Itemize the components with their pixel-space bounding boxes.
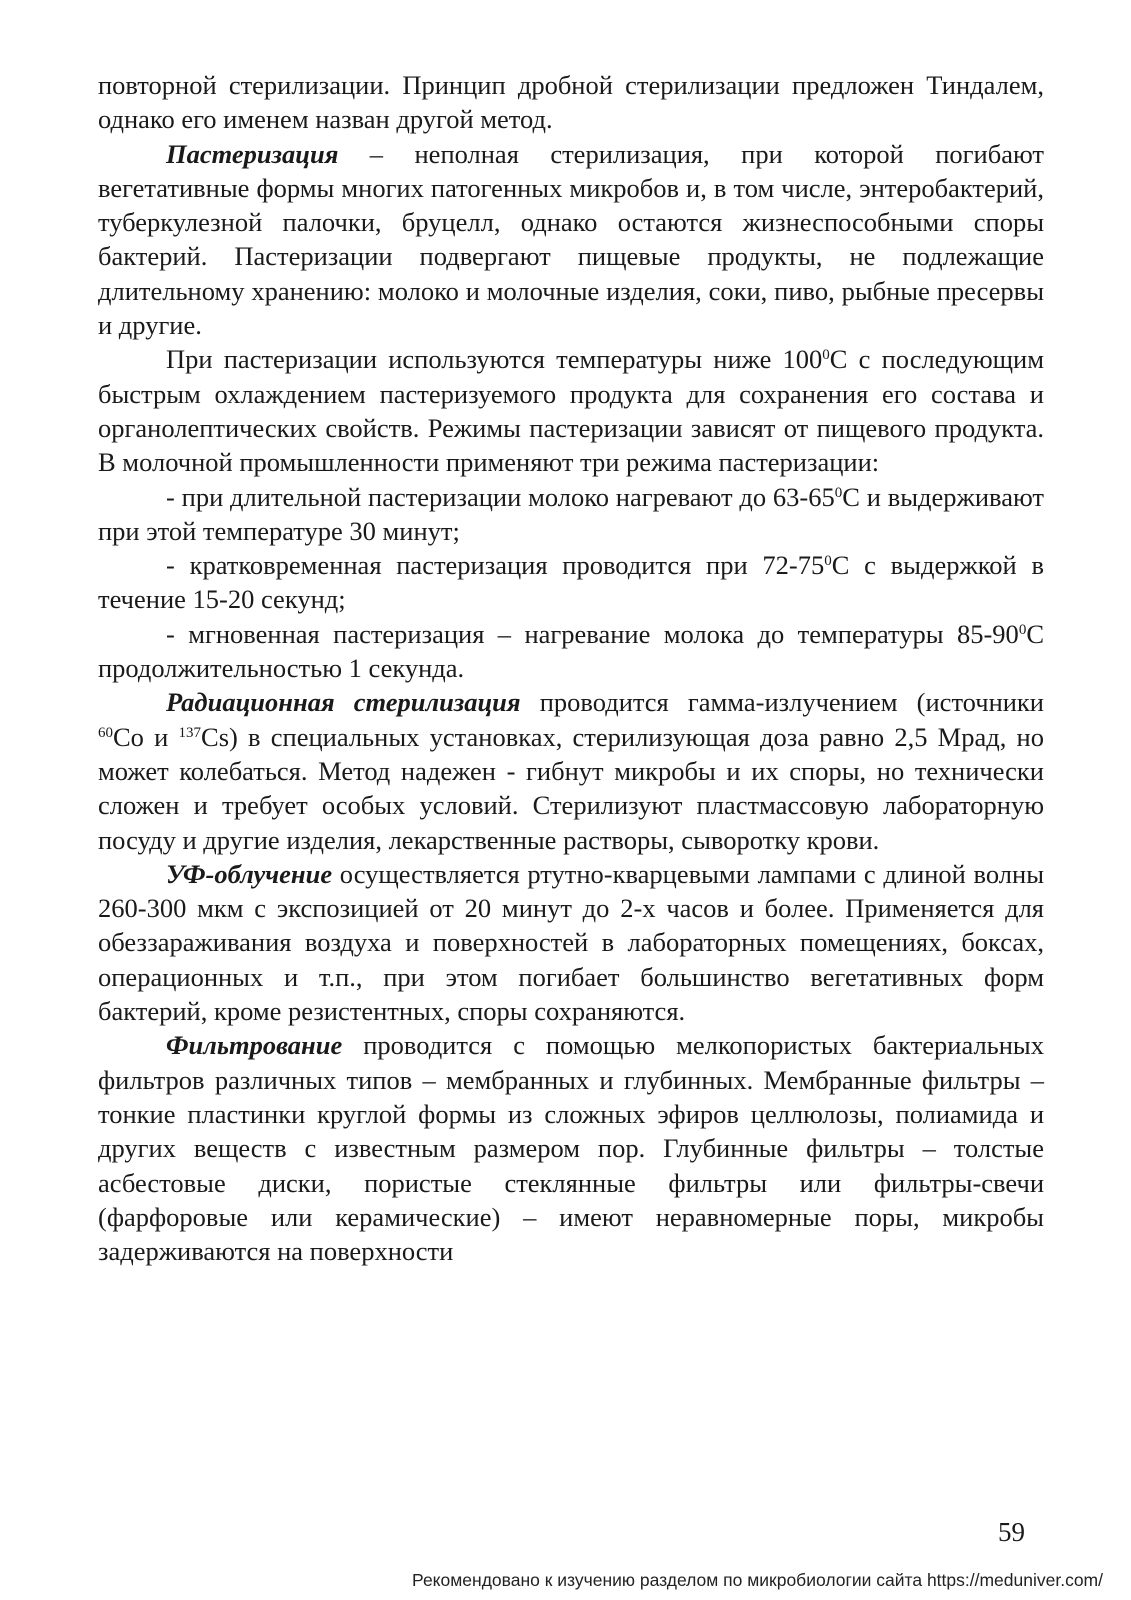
list-item-text: С и выдерживают при этой температуре 30 минут; <box>98 481 1044 546</box>
list-item-text: - при длительной пастеризации молоко нагревают до 63-65 <box>166 481 835 512</box>
degree-superscript: 0 <box>834 484 843 501</box>
paragraph-text: При пастеризации используются температуры ниже 100 <box>166 344 823 375</box>
paragraph-text: Co и <box>113 721 179 752</box>
book-page-body <box>98 68 1044 1268</box>
isotope-superscript: 137 <box>178 724 202 741</box>
list-item-long-pasteurization <box>98 480 1044 549</box>
list-item-text: - мгновенная пастеризация – нагревание молока до температуры 85-90 <box>166 618 1019 649</box>
list-item-short-pasteurization <box>98 548 1044 617</box>
paragraph-radiation-sterilization <box>98 685 1044 856</box>
paragraph-pasteurization <box>98 137 1044 343</box>
paragraph-uv-irradiation <box>98 857 1044 1028</box>
paragraph-text: проводится с помощью мелкопористых бактериальных фильтров различных типов – мембранных и глубинных. Мембранные фильтры – тонкие пластинки круглой формы из сложных эфиров целлюлозы, полиамида и других веществ с известным размером пор. Глубинные фильтры – толстые асбестовые диски, пористые стеклянные фильтры или фильтры-свечи (фарфоровые или керамические) – имеют неравномерные поры, микробы задерживаются на поверхности <box>98 1030 1044 1267</box>
isotope-superscript: 60 <box>98 724 113 741</box>
term-radiation-sterilization: Радиационная стерилизация <box>166 687 521 718</box>
paragraph-pasteurization-temperatures <box>98 342 1044 479</box>
term-pasteurization: Пастеризация <box>166 138 339 169</box>
paragraph-text: – неполная стерилизация, при которой погибают вегетативные формы многих патогенных микробов и, в том числе, энтеробактерий, туберкулезной палочки, бруцелл, однако остаются жизнеспособными споры бактерий. Пастеризации подвергают пищевые продукты, не подлежащие длительному хранению: молоко и молочные изделия, соки, пиво, рыбные пресервы и другие. <box>98 138 1044 341</box>
paragraph-text: Cs) в специальных установках, стерилизующая доза равно 2,5 Мрад, но может колебаться. Метод надежен - гибнут микробы и их споры, но технически сложен и требует особых условий. Стерилизуют пластмассовую лабораторную посуду и другие изделия, лекарственные растворы, сыворотку крови. <box>98 721 1044 855</box>
page-number: 59 <box>998 1517 1025 1547</box>
degree-superscript: 0 <box>822 347 830 364</box>
footer-note: Рекомендовано к изучению разделом по микробиологии сайта https://meduniver.com/ <box>412 1570 1103 1590</box>
paragraph-filtration <box>98 1028 1044 1268</box>
term-uv-irradiation: УФ-облучение <box>166 858 333 889</box>
paragraph-text: проводится гамма-излучением (источники <box>520 687 1044 718</box>
term-filtration: Фильтрование <box>166 1030 343 1061</box>
paragraph-text: осуществляется ртутно-кварцевыми лампами с длиной волны 260-300 мкм с экспозицией от 20 минут до 2-х часов и более. Применяется для обеззараживания воздуха и поверхностей в лабораторных помещениях, боксах, операционных и т.п., при этом погибает большинство вегетативных форм бактерий, кроме резистентных, споры сохраняются. <box>98 858 1044 1027</box>
paragraph-text: С с последующим быстрым охлаждением пастеризуемого продукта для сохранения его состава и органолептических свойств. Режимы пастеризации зависят от пищевого продукта. В молочной промышленности применяют три режима пастеризации: <box>98 344 1044 478</box>
list-item-text: С с выдержкой в течение 15-20 секунд; <box>98 550 1044 615</box>
list-item-text: - кратковременная пастеризация проводится при 72-75 <box>166 550 825 581</box>
degree-superscript: 0 <box>1018 621 1027 638</box>
degree-superscript: 0 <box>824 553 832 570</box>
paragraph-continuation: повторной стерилизации. Принцип дробной стерилизации предложен Тиндалем, однако его именем назван другой метод. <box>98 70 1044 135</box>
list-item-instant-pasteurization <box>98 617 1044 686</box>
list-item-text: С продолжительностью 1 секунда. <box>98 618 1044 684</box>
